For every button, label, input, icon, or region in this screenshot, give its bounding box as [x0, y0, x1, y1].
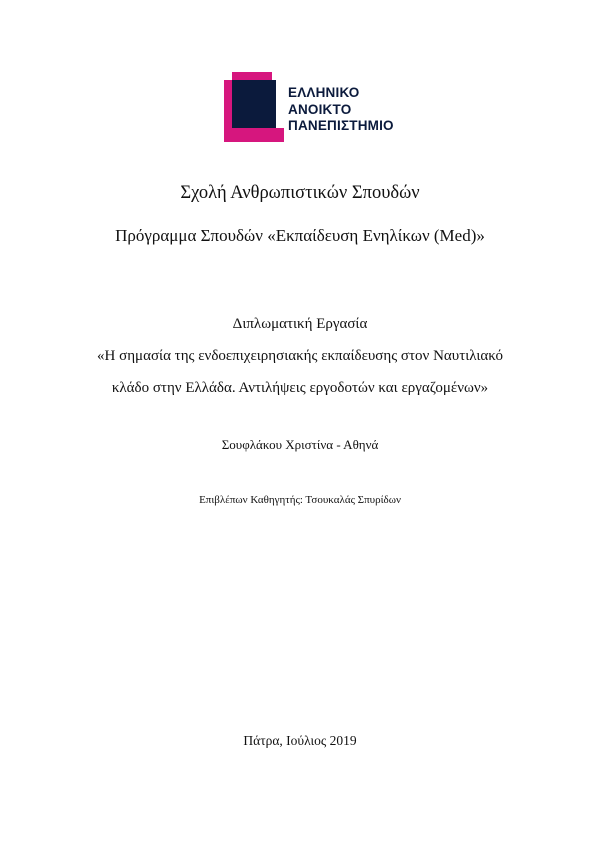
university-logo	[224, 72, 404, 142]
thesis-label: Διπλωματική Εργασία	[232, 316, 368, 332]
logo-wordmark	[288, 85, 394, 135]
supervisor: Επιβλέπων Καθηγητής: Τσουκαλάς Σπυρίδων	[199, 494, 401, 506]
author-name: Σουφλάκου Χριστίνα - Αθηνά	[221, 437, 379, 452]
logo-line-1: ΕΛΛΗΝΙΚΟ	[288, 85, 360, 100]
thesis-title-line-1: «Η σημασία της ενδοεπιχειρησιακής εκπαίδευσης στον Ναυτιλιακό	[97, 348, 503, 364]
logo-line-2: ΑΝΟΙΚΤΟ	[288, 101, 352, 117]
thesis-title-line-2: κλάδο στην Ελλάδα. Αντιλήψεις εργοδοτών και εργαζομένων»	[111, 380, 489, 396]
school-name: Σχολή Ανθρωπιστικών Σπουδών	[180, 183, 420, 203]
place-date: Πάτρα, Ιούλιος 2019	[243, 733, 357, 748]
logo-emblem-icon	[224, 72, 286, 142]
program-name: Πρόγραμμα Σπουδών «Εκπαίδευση Ενηλίκων (Med)»	[115, 226, 485, 245]
logo-line-3: ΠΑΝΕΠΙΣΤΗΜΙΟ	[288, 118, 394, 133]
